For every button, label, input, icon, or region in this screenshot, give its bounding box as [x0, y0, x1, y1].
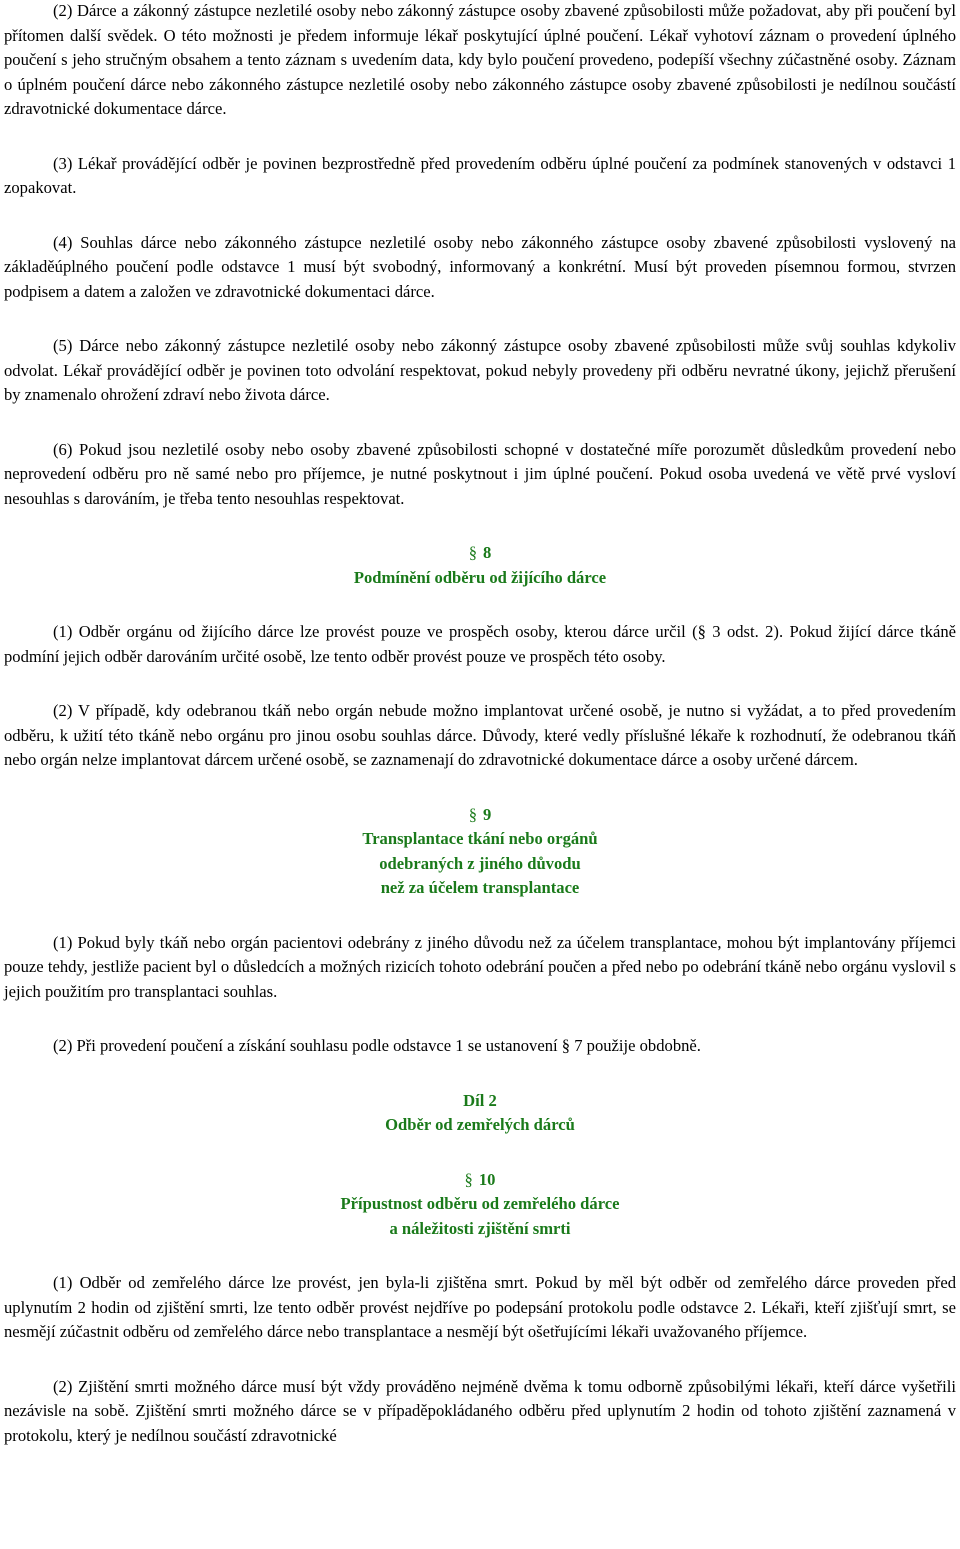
section-title-line-2: odebraných z jiného důvodu [379, 853, 581, 873]
section-10-heading [4, 1168, 956, 1242]
section-title-line-1: Přípustnost odběru od zemřelého dárce [340, 1194, 620, 1213]
section-title-line-1: Transplantace tkání nebo orgánů [362, 829, 598, 848]
paragraph-s8-2: (2) V případě, kdy odebranou tkáň nebo orgán nebude možno implantovat určené osobě, je nutno si vyžádat, a to před provedením odběru, k užití této tkáně nebo orgánu pro jinou osobu souhlas dárce. Důvody, které vedly příslušné lékaře k rozhodnutí, že odebranou tkáň nebo orgán nelze implantovat dárcem určené osobě, se zaznamenají do zdravotnické dokumentace dárce a osoby určené dárcem. [4, 701, 956, 769]
part-title: Odběr od zemřelých dárců [385, 1115, 575, 1134]
paragraph-3: (3) Lékař provádějící odběr je povinen bezprostředně před provedením odběru úplné poučení za podmínek stanovených v odstavci 1 zopakovat. [4, 153, 956, 197]
section-8-heading [4, 541, 956, 590]
paragraph-s8-1: (1) Odběr orgánu od žijícího dárce lze provést pouze ve prospěch osoby, kterou dárce určil (§ 3 odst. 2). Pokud žijící dárce tkáně podmíní jejich odběr darováním určité osobě, lze tento odběr provést pouze ve prospěch této osoby. [4, 622, 956, 666]
section-title: Podmínění odběru od žijícího dárce [353, 567, 607, 587]
section-title-line-2: a náležitosti zjištění smrti [389, 1218, 571, 1238]
section-number: 9 [483, 804, 492, 824]
section-title-line-3: než za účelem transplantace [380, 878, 580, 897]
section-9-heading [4, 803, 956, 901]
part-2-heading [4, 1089, 956, 1138]
paragraph-s9-1: (1) Pokud byly tkáň nebo orgán pacientovi odebrány z jiného důvodu než za účelem transplantace, mohou být implantovány příjemci pouze tehdy, jestliže pacient byl o důsledcích a možných rizicích tohoto odebrání poučen a před nebo po odebrání tkáně nebo orgánu vyslovil s jejich použitím pro transplantaci souhlas. [4, 932, 956, 1001]
paragraph-s9-2: (2) Při provedení poučení a získání souhlasu podle odstavce 1 se ustanovení § 7 použije obdobně. [53, 1036, 701, 1055]
paragraph-5: (5) Dárce nebo zákonný zástupce nezletilé osoby nebo zákonný zástupce osoby zbavené způsobilosti může svůj souhlas kdykoliv odvolat. Lékař provádějící odběr je povinen toto odvolání respektovat, pokud nebyly provedeny při odběru nevratné úkony, jejichž přerušení by znamenalo ohrožení zdraví nebo života dárce. [4, 336, 956, 404]
section-symbol: § [468, 804, 477, 824]
section-symbol: § [468, 543, 477, 562]
section-number: 8 [483, 543, 492, 562]
paragraph-s10-1: (1) Odběr od zemřelého dárce lze provést, jen byla-li zjištěna smrt. Pokud by měl být odběr od zemřelého dárce proveden před uplynutím 2 hodin od zjištění smrti, lze tento odběr provést nejdříve po podepsání protokolu podle odstavce 2. Lékaři, kteří zjišťují smrt, se nesmějí zúčastnit odběru od zemřelého dárce nebo transplantace a nesmějí být ošetřujícími lékaři uvažovaného příjemce. [4, 1273, 956, 1341]
section-number: 10 [478, 1169, 496, 1189]
paragraph-s10-2: (2) Zjištění smrti možného dárce musí být vždy prováděno nejméně dvěma k tomu odborně způsobilými lékaři, kteří dárce vyšetřili nezávisle na sobě. Zjištění smrti možného dárce se v případěpokládaného odběru před uplynutím 2 hodin od tohoto zjištění zaznamená v protokolu, který je nedílnou součástí zdravotnické [4, 1376, 956, 1445]
document-page [4, 0, 956, 1448]
paragraph-4: (4) Souhlas dárce nebo zákonného zástupce nezletilé osoby nebo zákonného zástupce osoby zbavené způsobilosti vyslovený na základěúplného poučení podle odstavce 1 musí být svobodný, informovaný a konkrétní. Musí být proveden písemnou formou, stvrzen podpisem a datem a založen ve zdravotnické dokumentaci dárce. [4, 232, 956, 301]
paragraph-6: (6) Pokud jsou nezletilé osoby nebo osoby zbavené způsobilosti schopné v dostatečné míře porozumět důsledkům provedení nebo neprovedení odběru pro ně samé nebo pro příjemce, je nutné poskytnout i jim úplné poučení. Pokud osoba uvedená ve větě prvé vysloví nesouhlas s darováním, je třeba tento nesouhlas respektovat. [4, 439, 956, 508]
section-symbol: § [464, 1169, 473, 1189]
part-number: Díl 2 [463, 1090, 497, 1110]
paragraph-2: (2) Dárce a zákonný zástupce nezletilé osoby nebo zákonný zástupce osoby zbavené způsobilosti může požadovat, aby při poučení byl přítomen další svědek. O této možnosti je předem informuje lékař poskytující úplné poučení. Lékař vyhotoví záznam o provedení úplného poučení s jeho stručným obsahem a tento záznam s uvedením data, kdy bylo poučení provedeno, podepíší všechny zúčastněné osoby. Záznam o úplném poučení dárce nebo zákonného zástupce nezletilé osoby nebo zákonného zástupce osoby zbavené způsobilosti je nedílnou součástí zdravotnické dokumentace dárce. [4, 1, 956, 118]
